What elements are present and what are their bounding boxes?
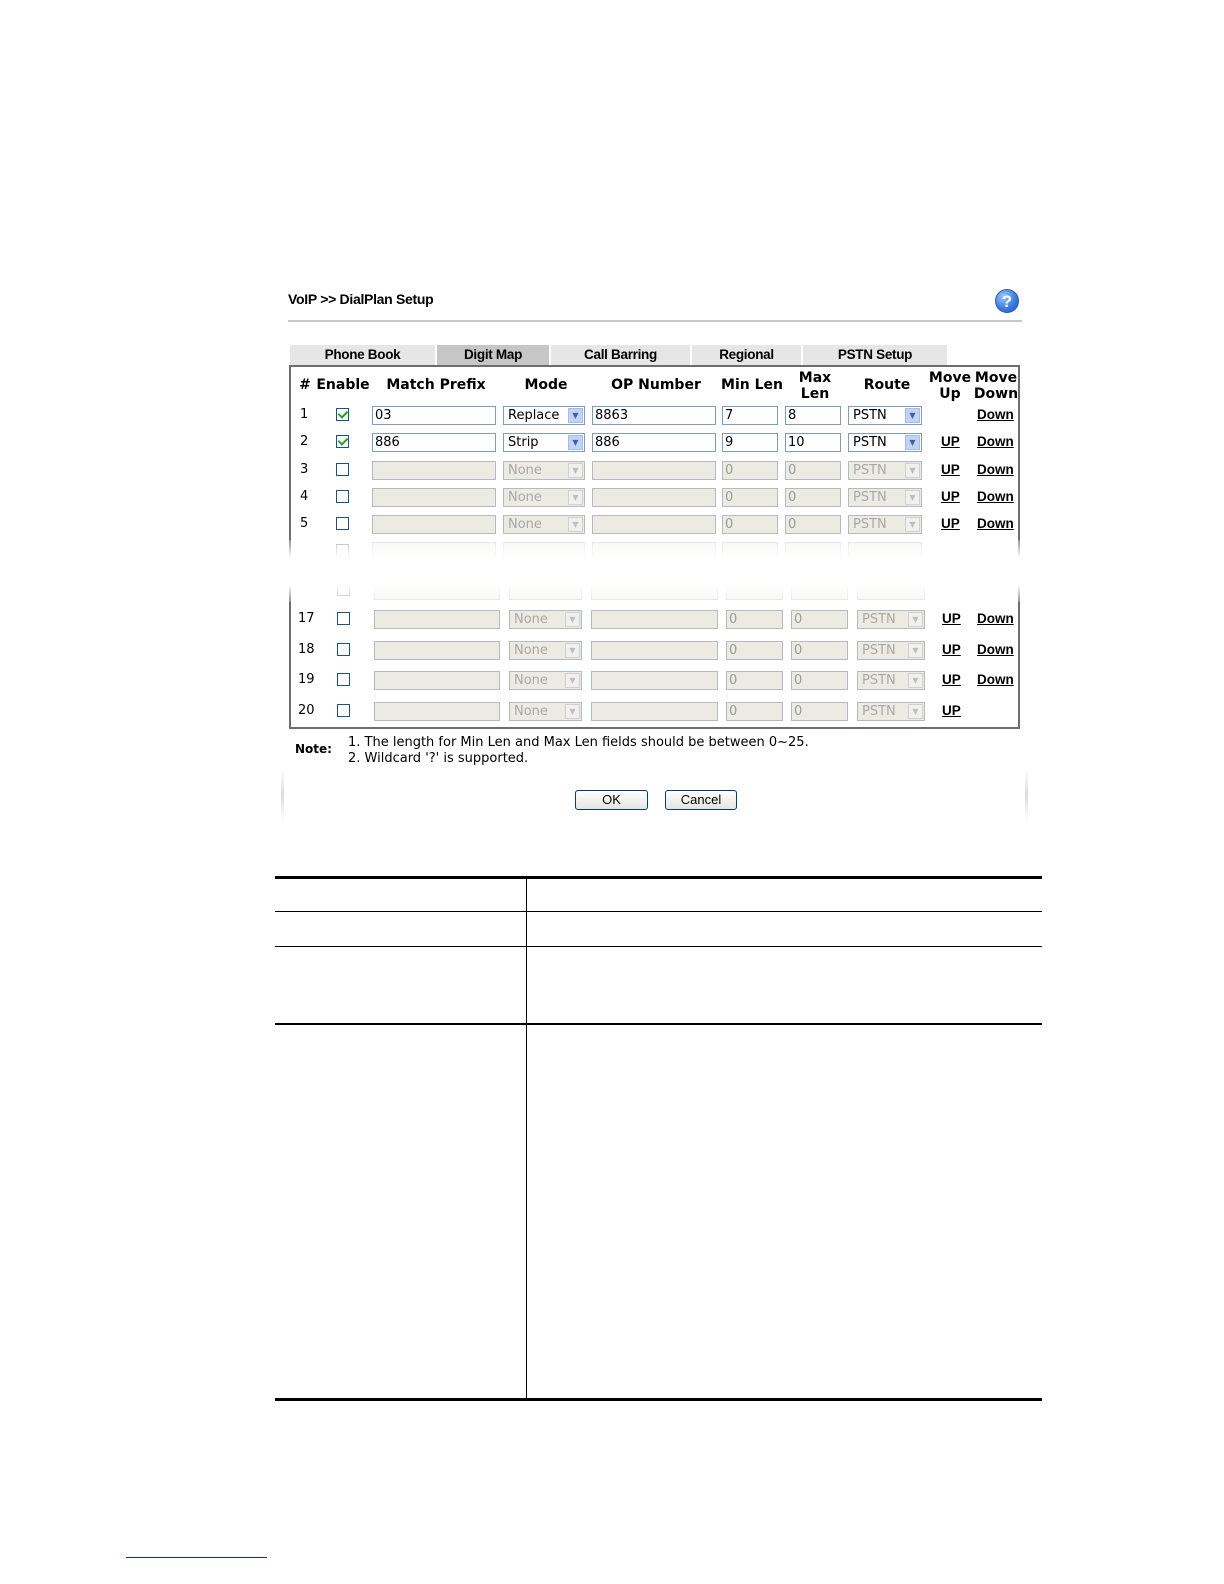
chevron-down-icon: ▼	[565, 673, 580, 688]
move-down-link[interactable]: Down	[977, 434, 1014, 449]
mode-select[interactable]	[503, 515, 585, 534]
mode-select[interactable]	[509, 610, 582, 629]
route-select[interactable]	[857, 702, 925, 721]
op-number-input[interactable]	[591, 671, 718, 690]
row-number: 2	[300, 434, 309, 449]
frame-edge-left	[281, 770, 284, 820]
row-number: 20	[298, 703, 315, 718]
match-prefix-input[interactable]	[374, 610, 500, 629]
row-number: 1	[300, 407, 309, 422]
tab-regional[interactable]: Regional	[692, 345, 801, 365]
move-up-link[interactable]: UP	[942, 642, 961, 657]
move-up-link[interactable]: UP	[941, 434, 960, 449]
match-prefix-input[interactable]	[374, 671, 500, 690]
chevron-down-icon: ▼	[905, 408, 920, 423]
tab-phone-book[interactable]: Phone Book	[290, 345, 435, 365]
route-select[interactable]	[848, 406, 922, 425]
col-header-move-down: Move Down	[973, 370, 1019, 402]
chevron-down-icon: ▼	[905, 463, 920, 478]
col-header-enable: Enable	[316, 377, 370, 393]
op-number-input[interactable]	[591, 610, 718, 629]
row-number: 5	[300, 516, 309, 531]
note-line-2: 2. Wildcard '?' is supported.	[348, 751, 529, 766]
max-len-input[interactable]: 0	[785, 461, 841, 480]
note-label: Note:	[295, 742, 332, 756]
max-len-input[interactable]: 8	[785, 406, 841, 425]
enable-checkbox[interactable]	[336, 490, 349, 503]
enable-checkbox[interactable]	[336, 463, 349, 476]
col-header-num: #	[299, 377, 311, 393]
move-down-link[interactable]: Down	[977, 407, 1014, 422]
enable-checkbox[interactable]	[336, 517, 349, 530]
move-up-link[interactable]: UP	[941, 516, 960, 531]
max-len-input[interactable]: 0	[785, 488, 841, 507]
row-number: 18	[298, 642, 315, 657]
min-len-input[interactable]: 0	[726, 641, 783, 660]
min-len-input[interactable]: 0	[722, 488, 778, 507]
min-len-input[interactable]: 0	[722, 461, 778, 480]
screenshot-cut-fade	[280, 540, 1030, 602]
row-number: 17	[298, 611, 315, 626]
max-len-input[interactable]: 0	[791, 610, 848, 629]
chevron-down-icon: ▼	[568, 490, 583, 505]
mode-select-value: None	[514, 673, 548, 688]
route-select[interactable]	[848, 461, 922, 480]
move-down-link[interactable]: Down	[977, 489, 1014, 504]
match-prefix-input[interactable]	[374, 702, 500, 721]
mode-select[interactable]	[503, 433, 585, 452]
route-select[interactable]	[848, 433, 922, 452]
enable-checkbox[interactable]	[337, 612, 350, 625]
move-up-link[interactable]: UP	[941, 462, 960, 477]
route-select-value: PSTN	[853, 463, 887, 478]
col-header-op-number: OP Number	[611, 377, 701, 393]
chevron-down-icon: ▼	[565, 612, 580, 627]
enable-checkbox[interactable]	[337, 643, 350, 656]
route-select-value: PSTN	[862, 673, 896, 688]
mode-select-value: Replace	[508, 408, 560, 423]
max-len-input[interactable]: 0	[791, 702, 848, 721]
mode-select-value: None	[508, 463, 542, 478]
max-len-input[interactable]: 10	[785, 433, 841, 452]
mode-select[interactable]	[503, 406, 585, 425]
route-select-value: PSTN	[862, 643, 896, 658]
match-prefix-input[interactable]	[372, 461, 496, 480]
op-number-input[interactable]	[592, 515, 716, 534]
move-down-link[interactable]: Down	[977, 672, 1014, 687]
desc-table-rule-2	[275, 946, 1042, 947]
route-select-value: PSTN	[853, 435, 887, 450]
op-number-input[interactable]	[591, 702, 718, 721]
route-select[interactable]	[848, 488, 922, 507]
match-prefix-input[interactable]: 886	[372, 433, 496, 452]
note-line-1: 1. The length for Min Len and Max Len fields should be between 0~25.	[348, 735, 809, 750]
col-header-mode: Mode	[524, 377, 568, 393]
page-title: VoIP >> DialPlan Setup	[288, 291, 434, 307]
enable-checkbox[interactable]	[337, 673, 350, 686]
op-number-input[interactable]: 886	[592, 433, 716, 452]
col-header-move-up: Move Up	[928, 370, 972, 402]
mode-select-value: None	[508, 490, 542, 505]
move-up-link[interactable]: UP	[942, 672, 961, 687]
op-number-input[interactable]	[591, 641, 718, 660]
max-len-input[interactable]: 0	[785, 515, 841, 534]
route-select-value: PSTN	[853, 408, 887, 423]
mode-select-value: None	[508, 517, 542, 532]
match-prefix-input[interactable]	[372, 515, 496, 534]
chevron-down-icon: ▼	[568, 517, 583, 532]
move-down-link[interactable]: Down	[977, 611, 1014, 626]
chevron-down-icon: ▼	[568, 463, 583, 478]
match-prefix-input[interactable]	[372, 488, 496, 507]
op-number-input[interactable]	[592, 461, 716, 480]
route-select[interactable]	[857, 610, 925, 629]
header-divider	[288, 320, 1022, 322]
route-select[interactable]	[848, 515, 922, 534]
mode-select-value: None	[514, 704, 548, 719]
match-prefix-input[interactable]	[374, 641, 500, 660]
min-len-input[interactable]: 7	[722, 406, 778, 425]
chevron-down-icon: ▼	[908, 673, 923, 688]
mode-select[interactable]	[509, 671, 582, 690]
desc-table-column-divider	[526, 876, 527, 1401]
row-number: 19	[298, 672, 315, 687]
enable-checkbox[interactable]	[336, 408, 349, 421]
max-len-input[interactable]: 0	[791, 671, 848, 690]
chevron-down-icon: ▼	[565, 704, 580, 719]
frame-edge-right	[1025, 770, 1028, 820]
op-number-input[interactable]	[592, 488, 716, 507]
min-len-input[interactable]: 0	[726, 702, 783, 721]
min-len-input[interactable]: 9	[722, 433, 778, 452]
mode-select[interactable]	[503, 461, 585, 480]
route-select-value: PSTN	[853, 517, 887, 532]
tab-call-barring[interactable]: Call Barring	[551, 345, 690, 365]
mode-select-value: None	[514, 643, 548, 658]
row-number: 3	[300, 462, 309, 477]
chevron-down-icon: ▼	[565, 643, 580, 658]
mode-select-value: Strip	[508, 435, 539, 450]
mode-select[interactable]	[509, 702, 582, 721]
desc-table-top-rule	[275, 876, 1042, 879]
chevron-down-icon: ▼	[905, 435, 920, 450]
col-header-max-len: Max Len	[798, 370, 832, 402]
min-len-input[interactable]: 0	[726, 671, 783, 690]
move-up-link[interactable]: UP	[942, 703, 961, 718]
min-len-input[interactable]: 0	[722, 515, 778, 534]
route-select[interactable]	[857, 671, 925, 690]
move-down-link[interactable]: Down	[977, 462, 1014, 477]
min-len-input[interactable]: 0	[726, 610, 783, 629]
desc-table-rule-1	[275, 911, 1042, 912]
route-select-value: PSTN	[853, 490, 887, 505]
chevron-down-icon: ▼	[905, 517, 920, 532]
mode-select-value: None	[514, 612, 548, 627]
enable-checkbox[interactable]	[337, 704, 350, 717]
col-header-match-prefix: Match Prefix	[386, 377, 486, 393]
mode-select[interactable]	[509, 641, 582, 660]
match-prefix-input[interactable]: 03	[372, 406, 496, 425]
mode-select[interactable]	[503, 488, 585, 507]
chevron-down-icon: ▼	[908, 643, 923, 658]
move-down-link[interactable]: Down	[977, 642, 1014, 657]
tab-pstn-setup[interactable]: PSTN Setup	[803, 345, 947, 365]
help-icon[interactable]: ?	[995, 289, 1019, 313]
chevron-down-icon: ▼	[568, 408, 583, 423]
cancel-button[interactable]: Cancel	[665, 790, 737, 810]
max-len-input[interactable]: 0	[791, 641, 848, 660]
desc-table-rule-3	[275, 1023, 1042, 1025]
move-up-link[interactable]: UP	[941, 489, 960, 504]
op-number-input[interactable]: 8863	[592, 406, 716, 425]
route-select-value: PSTN	[862, 612, 896, 627]
enable-checkbox[interactable]	[336, 435, 349, 448]
route-select[interactable]	[857, 641, 925, 660]
move-up-link[interactable]: UP	[942, 611, 961, 626]
tab-digit-map[interactable]: Digit Map	[437, 345, 549, 365]
chevron-down-icon: ▼	[908, 704, 923, 719]
chevron-down-icon: ▼	[905, 490, 920, 505]
chevron-down-icon: ▼	[908, 612, 923, 627]
row-number: 4	[300, 489, 309, 504]
move-down-link[interactable]: Down	[977, 516, 1014, 531]
col-header-route: Route	[863, 377, 911, 393]
col-header-min-len: Min Len	[721, 377, 783, 393]
chevron-down-icon: ▼	[568, 435, 583, 450]
route-select-value: PSTN	[862, 704, 896, 719]
desc-table-bottom-rule	[275, 1398, 1042, 1401]
footer-link-underline[interactable]	[126, 1557, 267, 1558]
ok-button[interactable]: OK	[575, 790, 648, 810]
